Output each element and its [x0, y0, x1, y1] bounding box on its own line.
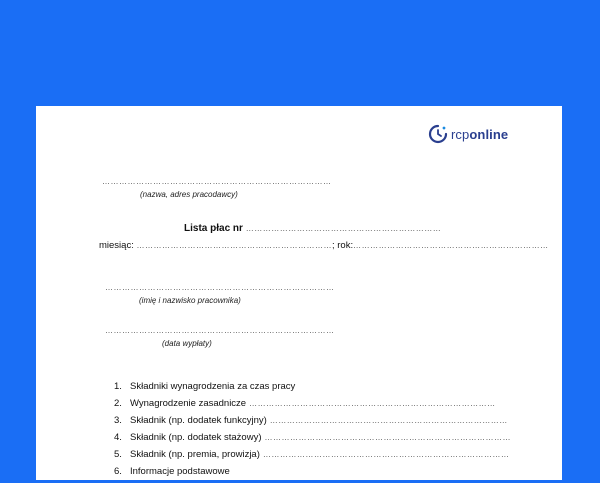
list-item-number: 5.	[114, 449, 122, 460]
list-item-label: Składnik (np. dodatek funkcyjny)	[130, 415, 267, 426]
payment-date-field: ………………………………………………………………………	[105, 326, 335, 335]
list-item-label: Składniki wynagrodzenia za czas pracy	[130, 381, 296, 392]
list-item-number: 3.	[114, 415, 122, 426]
employee-hint: (imię i nazwisko pracownika)	[139, 296, 241, 305]
list-item	[114, 415, 511, 432]
employer-field: ………………………………………………………………………	[102, 177, 332, 186]
document-page	[36, 106, 562, 480]
list-item-number: 2.	[114, 398, 122, 409]
logo-text	[451, 127, 508, 142]
list-item-field: ……………………………………………………………………………	[264, 433, 511, 442]
month-label: miesiąc:	[99, 240, 134, 251]
list-item-label: Wynagrodzenie zasadnicze	[130, 398, 247, 409]
payment-date-hint: (data wypłaty)	[162, 339, 212, 348]
list-item-number: 1.	[114, 381, 122, 392]
list-item-label: Informacje podstawowe	[130, 466, 230, 477]
year-label: ; rok:	[331, 240, 354, 251]
list-item-field: …………………………………………………………………………	[269, 416, 508, 425]
logo-text-part2: online	[469, 126, 509, 142]
employee-field: ………………………………………………………………………	[105, 283, 335, 292]
payroll-number-field: ……………………………………………………………	[245, 224, 442, 233]
list-item	[114, 381, 511, 398]
logo-text-part1: rcp	[451, 126, 470, 142]
clock-icon	[428, 124, 448, 144]
payroll-title-label: Lista płac nr	[184, 223, 243, 234]
month-year-row	[99, 240, 549, 251]
list-item-field: ……………………………………………………………………………	[249, 399, 496, 408]
payroll-items-list	[114, 381, 511, 483]
list-item-label: Składnik (np. premia, prowizja)	[130, 449, 260, 460]
employer-hint: (nazwa, adres pracodawcy)	[140, 190, 238, 199]
payroll-title	[184, 223, 441, 234]
list-item-field: ……………………………………………………………………………	[262, 450, 510, 459]
list-item-number: 6.	[114, 466, 122, 477]
list-item	[114, 398, 511, 415]
list-item-label: Składnik (np. dodatek stażowy)	[130, 432, 262, 443]
month-field: ……………………………………………………………	[136, 241, 332, 250]
list-item-number: 4.	[114, 432, 122, 443]
list-item	[114, 466, 511, 483]
year-field: ……………………………………………………………	[353, 241, 549, 250]
rcponline-logo	[428, 124, 508, 144]
list-item	[114, 449, 511, 466]
list-item	[114, 432, 511, 449]
